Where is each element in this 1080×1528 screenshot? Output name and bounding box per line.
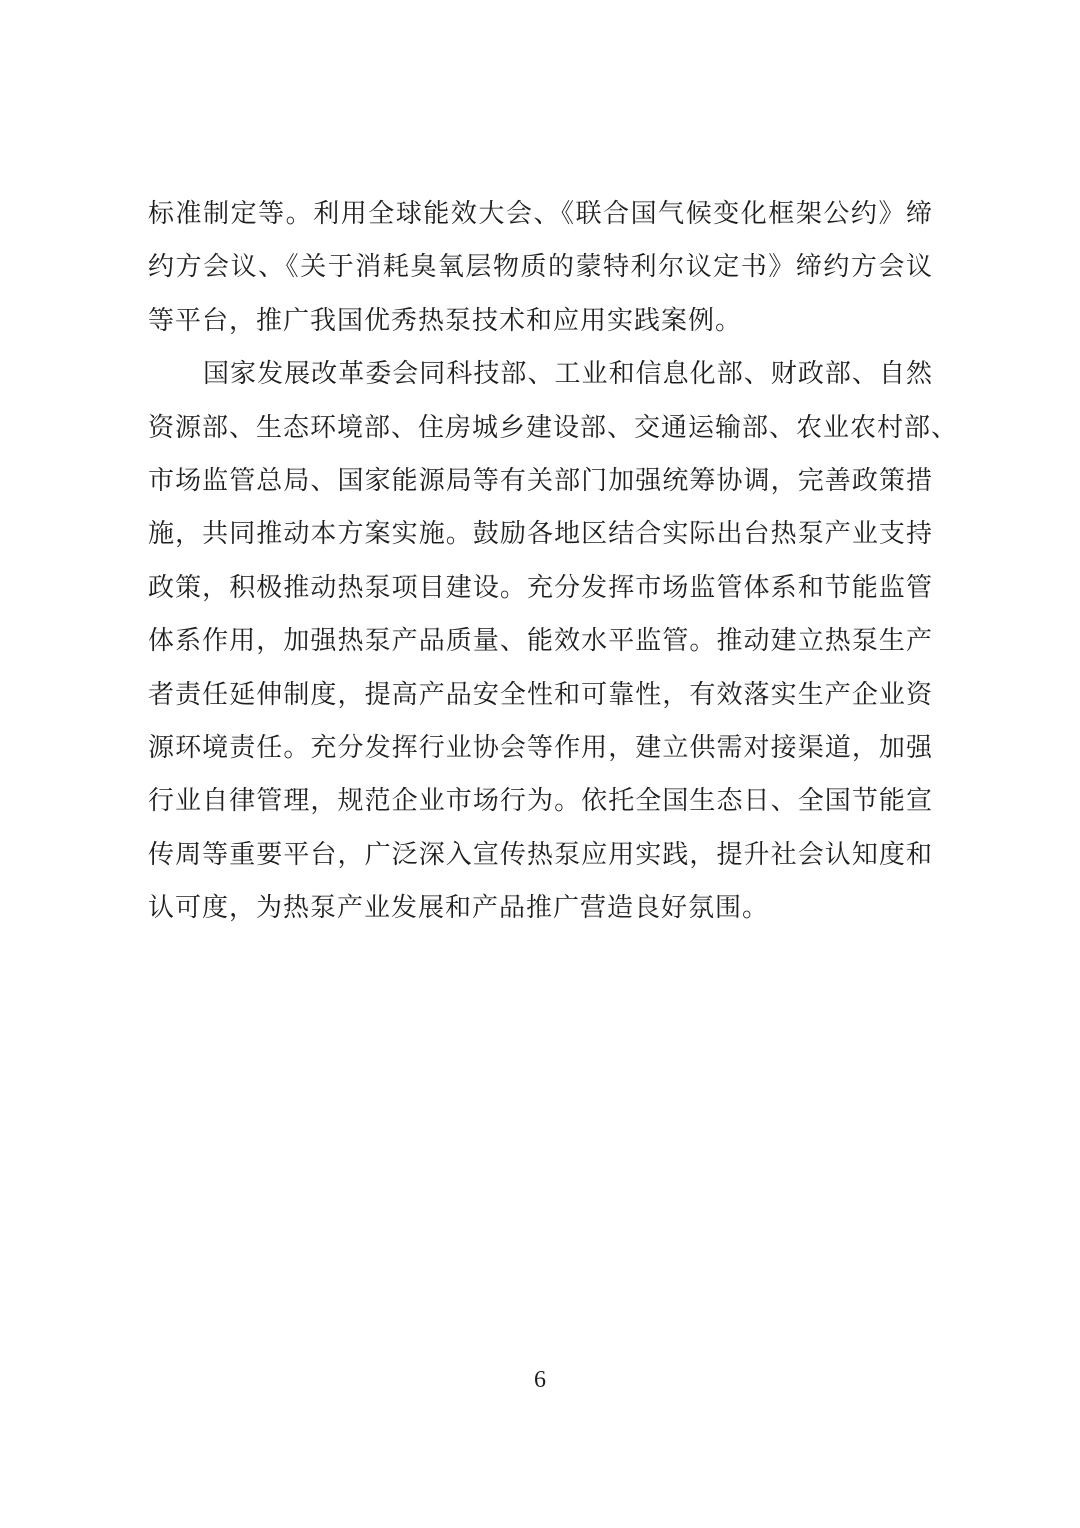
page-number: 6 (534, 1367, 546, 1393)
text-line: 认可度，为热泵产业发展和产品推广营造良好氛围。 (148, 893, 770, 924)
paragraph-2 (148, 348, 959, 935)
text-line: 资源部、生态环境部、住房城乡建设部、交通运输部、农业农村部、 (148, 412, 959, 443)
text-line: 国家发展改革委会同科技部、工业和信息化部、财政部、自然 (203, 359, 933, 390)
text-line: 约方会议、《关于消耗臭氧层物质的蒙特利尔议定书》缔约方会议 (148, 252, 933, 283)
text-line: 者责任延伸制度，提高产品安全性和可靠性，有效落实生产企业资 (148, 679, 933, 710)
text-line: 行业自律管理，规范企业市场行为。依托全国生态日、全国节能宣 (148, 786, 933, 817)
paragraph-1 (148, 188, 933, 348)
text-line: 政策，积极推动热泵项目建设。充分发挥市场监管体系和节能监管 (148, 572, 933, 603)
text-line: 等平台，推广我国优秀热泵技术和应用实践案例。 (148, 305, 743, 336)
text-line: 体系作用，加强热泵产品质量、能效水平监管。推动建立热泵生产 (148, 626, 933, 657)
text-line: 市场监管总局、国家能源局等有关部门加强统筹协调，完善政策措 (148, 465, 933, 496)
body-text (148, 188, 959, 935)
text-line: 施，共同推动本方案实施。鼓励各地区结合实际出台热泵产业支持 (148, 519, 933, 550)
text-line: 源环境责任。充分发挥行业协会等作用，建立供需对接渠道，加强 (148, 732, 933, 763)
text-line: 传周等重要平台，广泛深入宣传热泵应用实践，提升社会认知度和 (148, 839, 933, 870)
text-line: 标准制定等。利用全球能效大会、《联合国气候变化框架公约》缔 (148, 199, 933, 229)
